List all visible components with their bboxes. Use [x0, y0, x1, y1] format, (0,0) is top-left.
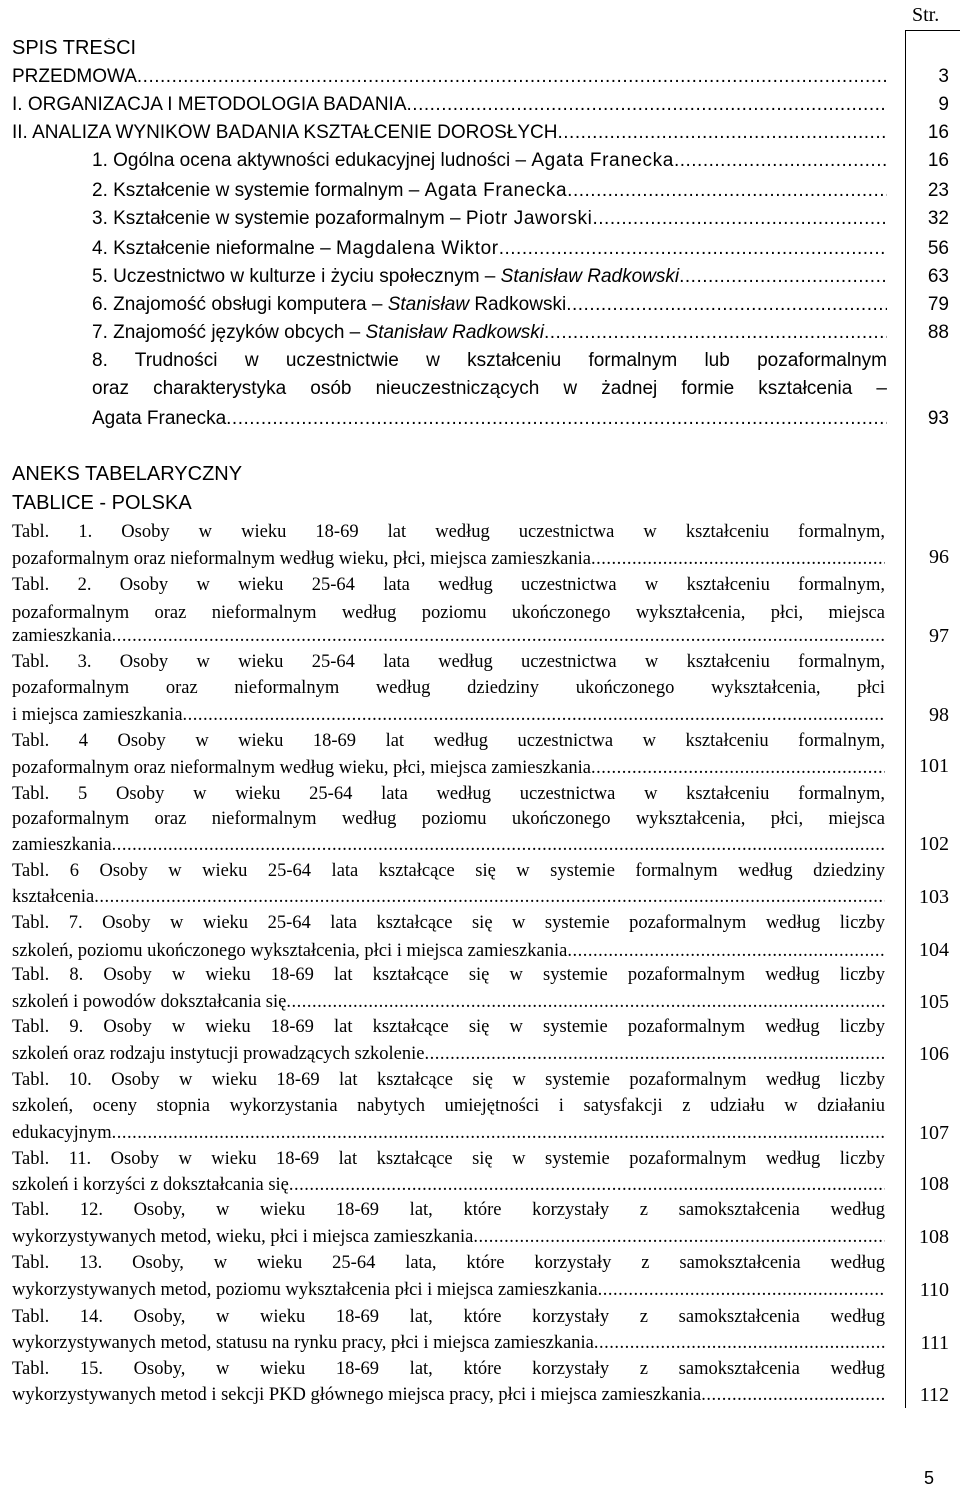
leader-dots	[674, 151, 887, 170]
table-entry-line[interactable]	[12, 1228, 885, 1247]
chapter-entry[interactable]	[92, 181, 887, 200]
leader-dots	[701, 1386, 885, 1405]
main-entry[interactable]	[12, 67, 887, 86]
page-column-header-rule	[905, 30, 960, 31]
chapter-number: 1.	[92, 151, 114, 170]
table-entry-text: szkoleń i korzyści z dokształcania się	[12, 1176, 289, 1195]
chapter-page: 56	[927, 238, 949, 259]
table-page: 108	[919, 1173, 949, 1195]
chapter-number: 6.	[92, 295, 114, 314]
chapter-author-last: Radkowski	[469, 295, 567, 314]
dash: –	[344, 323, 366, 342]
chapter-number: 5.	[92, 267, 114, 286]
table-entry-line[interactable]	[12, 1334, 885, 1353]
table-page: 105	[919, 991, 949, 1013]
table-entry-line[interactable]	[12, 942, 885, 961]
chapter-label	[92, 181, 567, 200]
table-entry-line[interactable]	[12, 1386, 885, 1405]
table-entry-line: Tabl. 7. Osoby w wieku 25-64 lata kształcące się w systemie pozaformalnym według liczby	[12, 914, 885, 933]
table-entry-text: i miejsca zamieszkania	[12, 706, 183, 725]
leader-dots	[137, 67, 887, 86]
chapter-8-line-1: 8. Trudności w uczestnictwie w kształceniu formalnym lub pozaformalnym	[92, 351, 887, 370]
main-entry[interactable]	[12, 95, 887, 114]
leader-dots	[567, 181, 887, 200]
table-entry-line[interactable]	[12, 888, 885, 907]
table-entry-line: Tabl. 9. Osoby w wieku 18-69 lat kształcące się w systemie pozaformalnym według liczby	[12, 1018, 885, 1037]
chapter-title: Uczestnictwo w kulturze i życiu społecznym	[113, 267, 480, 286]
table-page: 102	[919, 833, 949, 855]
leader-dots	[183, 706, 885, 725]
table-entry-line[interactable]	[12, 759, 885, 778]
leader-dots	[286, 993, 885, 1012]
table-entry-line: Tabl. 5 Osoby w wieku 25-64 lata według uczestnictwa w kształceniu formalnym,	[12, 785, 885, 804]
table-entry-line: Tabl. 1. Osoby w wieku 18-69 lat według uczestnictwa w kształceniu formalnym,	[12, 523, 885, 542]
table-entry-text: pozaformalnym oraz nieformalnym według wieku, płci, miejsca zamieszkania	[12, 759, 591, 778]
chapter-number: 3.	[92, 209, 114, 228]
chapter-number: 7.	[92, 323, 114, 342]
table-page: 110	[919, 1279, 949, 1301]
chapter-page: 63	[927, 266, 949, 287]
table-entry-line[interactable]	[12, 1176, 885, 1195]
table-entry-line: Tabl. 2. Osoby w wieku 25-64 lata według uczestnictwa w kształceniu formalnym,	[12, 576, 885, 595]
chapter-page: 23	[927, 180, 949, 201]
chapter-author: Agata Franecka	[531, 151, 674, 170]
leader-dots	[226, 409, 887, 428]
table-entry-line: Tabl. 11. Osoby w wieku 18-69 lat kształcące się w systemie pozaformalnym według liczby	[12, 1150, 885, 1169]
table-page: 103	[919, 886, 949, 908]
toc-title: SPIS TREŚCI	[12, 38, 137, 58]
chapter-8-line-3[interactable]	[92, 409, 887, 428]
chapter-title: Kształcenie nieformalne	[113, 239, 315, 258]
leader-dots	[598, 1281, 885, 1300]
entry-label: PRZEDMOWA	[12, 67, 137, 86]
chapter-page: 79	[927, 294, 949, 315]
main-entry[interactable]	[12, 123, 887, 142]
chapter-entry[interactable]	[92, 151, 887, 170]
chapter-page: 88	[927, 322, 949, 343]
chapter-label	[92, 323, 544, 342]
table-page: 111	[920, 1332, 949, 1354]
entry-page: 3	[938, 66, 949, 87]
table-entry-line: Tabl. 6 Osoby w wieku 25-64 lata kształcące się w systemie formalnym według dziedziny	[12, 862, 885, 881]
table-entry-line: Tabl. 15. Osoby, w wieku 18-69 lat, które korzystały z samokształcenia według	[12, 1360, 885, 1379]
table-page: 101	[919, 755, 949, 777]
leader-dots	[112, 627, 885, 646]
leader-dots	[112, 836, 885, 855]
dash: –	[314, 239, 336, 258]
chapter-number: 2.	[92, 181, 114, 200]
table-page: 112	[919, 1384, 949, 1406]
table-entry-line[interactable]	[12, 993, 885, 1012]
chapter-author-first: Stanisław	[387, 295, 470, 314]
chapter-entry[interactable]	[92, 267, 887, 286]
leader-dots	[679, 267, 887, 286]
page-number: 5	[923, 1468, 934, 1488]
leader-dots	[594, 1334, 885, 1353]
table-page: 106	[919, 1043, 949, 1065]
table-entry-text: zamieszkania	[12, 627, 112, 646]
table-page: 107	[919, 1122, 949, 1144]
chapter-page: 32	[927, 208, 949, 229]
table-entry-line: Tabl. 13. Osoby, w wieku 25-64 lata, które korzystały z samokształcenia według	[12, 1254, 885, 1273]
chapter-label	[92, 295, 566, 314]
table-page: 98	[929, 704, 949, 726]
table-entry-text: zamieszkania	[12, 836, 112, 855]
table-entry-line[interactable]	[12, 627, 885, 646]
table-entry-text: kształcenia	[12, 888, 95, 907]
entry-page: 9	[938, 94, 949, 115]
leader-dots	[425, 1045, 886, 1064]
chapter-number: 4.	[92, 239, 114, 258]
dash: –	[403, 181, 425, 200]
leader-dots	[566, 295, 887, 314]
dash: –	[510, 151, 532, 170]
leader-dots	[591, 759, 885, 778]
annex-subtitle: TABLICE - POLSKA	[12, 493, 192, 513]
chapter-title: Znajomość obsługi komputera	[113, 295, 367, 314]
chapter-author: Magdalena Wiktor	[335, 239, 499, 258]
chapter-entry[interactable]	[92, 209, 887, 228]
chapter-entry[interactable]	[92, 239, 887, 258]
leader-dots	[473, 1228, 885, 1247]
table-page: 96	[929, 546, 949, 568]
chapter-entry[interactable]	[92, 295, 887, 314]
table-entry-text: szkoleń, poziomu ukończonego wykształcenia, płci i miejsca zamieszkania	[12, 942, 568, 961]
table-entry-line[interactable]	[12, 1281, 885, 1300]
chapter-title: Kształcenie w systemie pozaformalnym	[113, 209, 445, 228]
leader-dots	[94, 888, 885, 907]
table-entry-line: Tabl. 3. Osoby w wieku 25-64 lata według uczestnictwa w kształceniu formalnym,	[12, 653, 885, 672]
table-entry-text: szkoleń i powodów dokształcania się	[12, 993, 287, 1012]
table-entry-text: wykorzystywanych metod, statusu na rynku pracy, płci i miejsca zamieszkania	[12, 1334, 594, 1353]
chapter-author: Agata Franecka	[424, 181, 568, 200]
entry-page: 16	[927, 122, 949, 143]
table-entry-text: wykorzystywanych metod i sekcji PKD głównego miejsca pracy, płci i miejsca zamieszkania	[12, 1386, 702, 1405]
table-entry-line: pozaformalnym oraz nieformalnym według dziedziny ukończonego wykształcenia, płci	[12, 679, 885, 698]
table-entry-text: szkoleń oraz rodzaju instytucji prowadzących szkolenie	[12, 1045, 425, 1064]
table-entry-line: pozaformalnym oraz nieformalnym według poziomu ukończonego wykształcenia, płci, miejsca	[12, 604, 885, 623]
table-entry-line: Tabl. 12. Osoby, w wieku 18-69 lat, które korzystały z samokształcenia według	[12, 1201, 885, 1220]
page-column-label: Str.	[912, 4, 940, 26]
table-entry-line: szkoleń, oceny stopnia wykorzystania nabytych umiejętności i satysfakcji z udziału w działaniu	[12, 1097, 885, 1116]
chapter-label	[92, 267, 679, 286]
chapter-author: Stanisław Radkowski	[500, 267, 680, 286]
chapter-label	[92, 209, 592, 228]
leader-dots	[567, 942, 885, 961]
table-entry-line[interactable]	[12, 1045, 885, 1064]
chapter-8-author: Agata Franecka	[92, 409, 227, 428]
table-entry-text: wykorzystywanych metod, poziomu wykształcenia płci i miejsca zamieszkania	[12, 1281, 598, 1300]
leader-dots	[544, 323, 887, 342]
chapter-title: Kształcenie w systemie formalnym	[113, 181, 404, 200]
leader-dots	[499, 239, 887, 258]
dash: –	[366, 295, 388, 314]
annex-title: ANEKS TABELARYCZNY	[12, 464, 243, 484]
table-page: 97	[929, 625, 949, 647]
entry-label: I. ORGANIZACJA I METODOLOGIA BADANIA	[12, 95, 407, 114]
table-page: 108	[919, 1226, 949, 1248]
chapter-author: Piotr Jaworski	[465, 209, 593, 228]
chapter-author: Stanisław Radkowski	[365, 323, 544, 342]
leader-dots	[112, 1124, 885, 1143]
table-entry-line[interactable]	[12, 1124, 885, 1143]
table-entry-text: pozaformalnym oraz nieformalnym według wieku, płci, miejsca zamieszkania	[12, 550, 591, 569]
chapter-label	[92, 239, 499, 258]
table-entry-line: Tabl. 8. Osoby w wieku 18-69 lat kształcące się w systemie pozaformalnym według liczby	[12, 966, 885, 985]
table-entry-line: Tabl. 4 Osoby w wieku 18-69 lat według uczestnictwa w kształceniu formalnym,	[12, 732, 885, 751]
chapter-label	[92, 151, 674, 170]
leader-dots	[289, 1176, 885, 1195]
table-page: 104	[919, 939, 949, 961]
chapter-8-line-2: oraz charakterystyka osób nieuczestniczących w żadnej formie kształcenia –	[92, 379, 887, 398]
entry-label: II. ANALIZA WYNIKÓW BADANIA KSZTAŁCENIE DOROSŁYCH	[12, 123, 558, 142]
leader-dots	[592, 209, 887, 228]
chapter-8-page: 93	[927, 408, 949, 429]
table-entry-line[interactable]	[12, 706, 885, 725]
chapter-entry[interactable]	[92, 323, 887, 342]
chapter-page: 16	[927, 150, 949, 171]
dash: –	[444, 209, 466, 228]
table-entry-line: Tabl. 10. Osoby w wieku 18-69 lat kształcące się w systemie pozaformalnym według liczby	[12, 1071, 885, 1090]
leader-dots	[407, 95, 887, 114]
table-entry-text: edukacyjnym	[12, 1124, 112, 1143]
table-entry-text: wykorzystywanych metod, wieku, płci i miejsca zamieszkania	[12, 1228, 474, 1247]
dash: –	[479, 267, 501, 286]
leader-dots	[558, 123, 888, 142]
chapter-title: Znajomość języków obcych	[113, 323, 345, 342]
table-entry-line: Tabl. 14. Osoby, w wieku 18-69 lat, które korzystały z samokształcenia według	[12, 1308, 885, 1327]
table-entry-line[interactable]	[12, 550, 885, 569]
leader-dots	[591, 550, 885, 569]
chapter-title: Ogólna ocena aktywności edukacyjnej ludności	[113, 151, 511, 170]
table-entry-line[interactable]	[12, 836, 885, 855]
table-entry-line: pozaformalnym oraz nieformalnym według poziomu ukończonego wykształcenia, płci, miejsca	[12, 810, 885, 829]
